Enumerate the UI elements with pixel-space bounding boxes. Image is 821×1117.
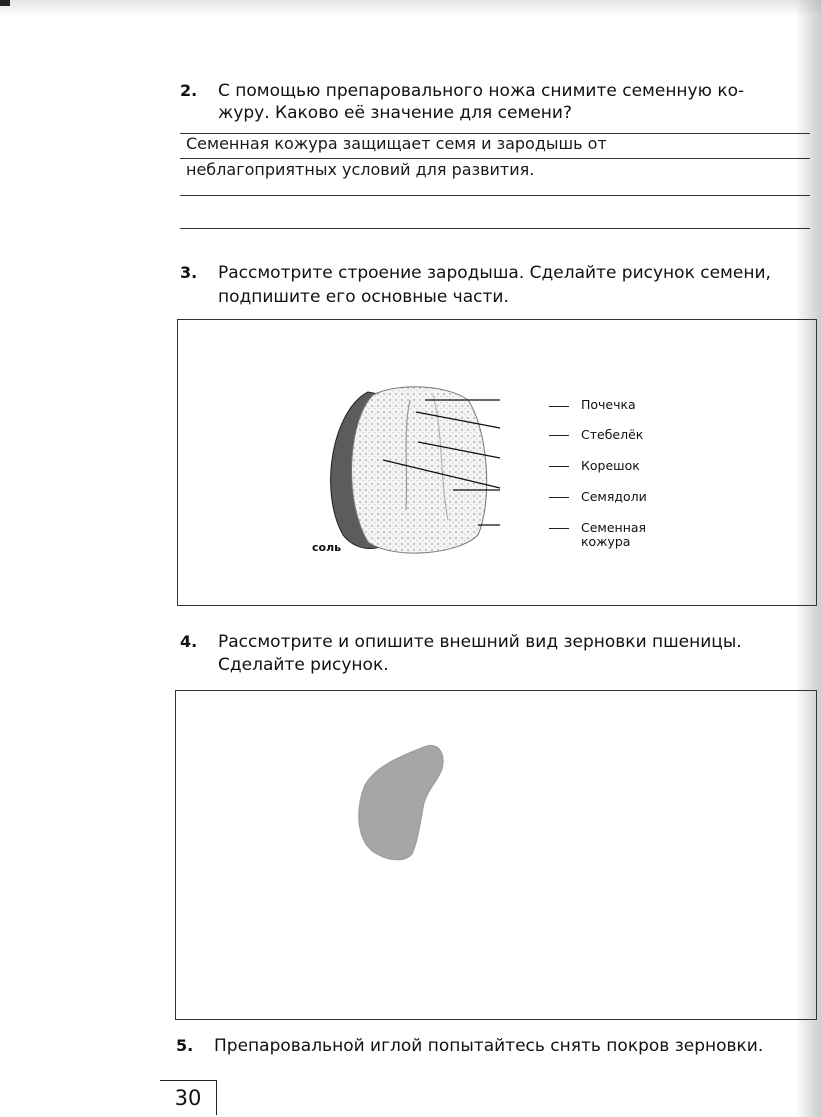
answer-line-1: Семенная кожура защищает семя и зародышь от [186, 134, 607, 153]
page-top-edge [0, 0, 821, 14]
label-dash [549, 435, 569, 436]
drawing-box-seed [177, 319, 817, 606]
task-text-line: Рассмотрите и опишите внешний вид зерновки пшеницы. [218, 632, 742, 652]
task-number: 5. [176, 1036, 194, 1055]
answer-line-2: неблагоприятных условий для развития. [186, 160, 535, 179]
answer-rule [180, 228, 810, 229]
label-dash [549, 406, 569, 407]
wheat-grain-drawing [176, 691, 818, 1021]
label-pochechka: Почечка [581, 397, 636, 412]
bean-seed-drawing [178, 320, 818, 607]
label-semennaya-kozhura-2: кожура [581, 534, 631, 549]
label-semyadoli: Семядоли [581, 489, 647, 504]
drawing-box-grain [175, 690, 817, 1020]
task-number: 4. [180, 632, 198, 651]
task-text-line: Рассмотрите строение зародыша. Сделайте рисунок семени, [218, 263, 771, 283]
label-semennaya-kozhura-1: Семенная [581, 520, 647, 535]
task-text-line: С помощью препаровального ножа снимите семенную ко- [218, 81, 745, 101]
label-dash [549, 528, 569, 529]
cotyledon-shape [352, 387, 487, 553]
task-number: 3. [180, 263, 198, 282]
label-stebelek: Стебелёк [581, 427, 644, 442]
answer-rule [180, 158, 810, 159]
grain-shape [359, 745, 443, 859]
task-text-line: подпишите его основные части. [218, 287, 509, 307]
label-koreshok: Корешок [581, 458, 640, 473]
task-text-line: журу. Каково её значение для семени? [218, 103, 572, 123]
answer-rule [180, 195, 810, 196]
label-dash [549, 497, 569, 498]
corner-mark [0, 0, 10, 6]
label-dash [549, 466, 569, 467]
task-number: 2. [180, 81, 198, 100]
task-text-line: Сделайте рисунок. [218, 655, 389, 675]
task-text-line: Препаровальной иглой попытайтесь снять покров зерновки. [214, 1036, 764, 1056]
page-number: 30 [160, 1080, 217, 1115]
stray-word-label: соль [312, 541, 342, 554]
